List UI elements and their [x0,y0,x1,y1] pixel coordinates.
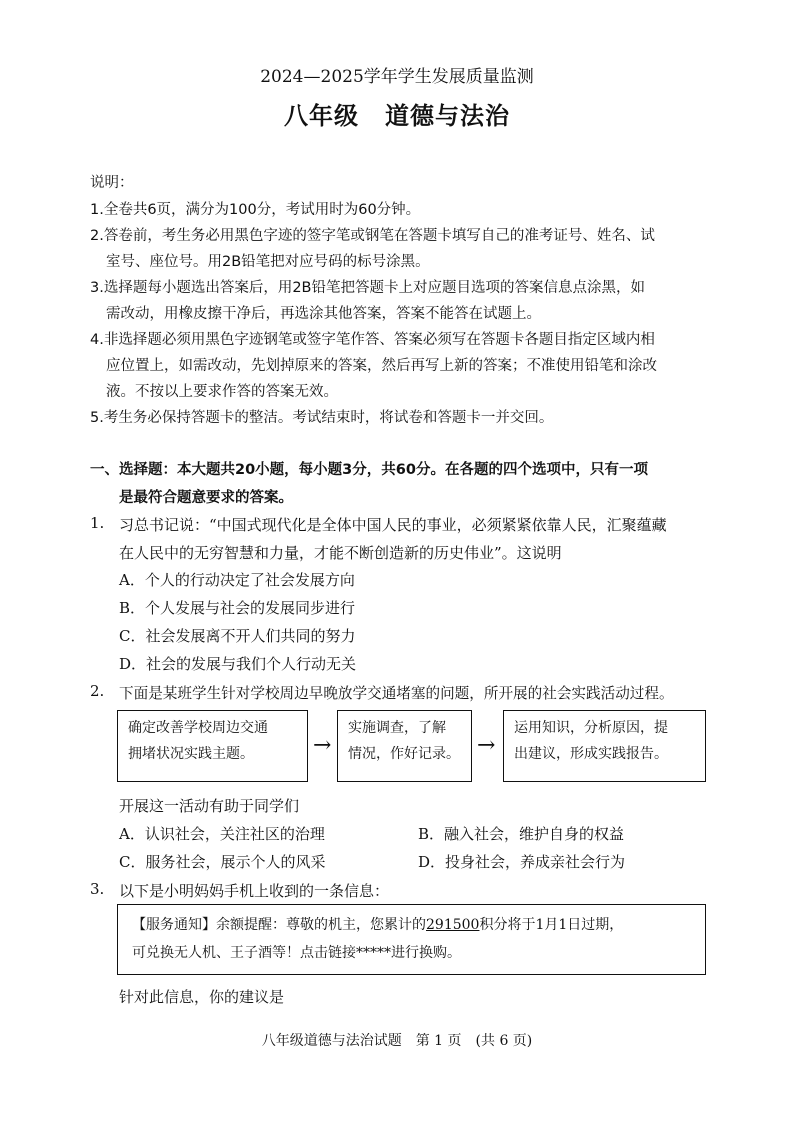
instruction-line: 1.全卷共6页，满分为100分，考试用时为60分钟。 [90,202,421,218]
instruction-line: 5.考生务必保持答题卡的整洁。考试结束时，将试卷和答题卡一并交回。 [90,410,554,426]
q1-option-c: C．社会发展离不开人们共同的努力 [119,627,356,645]
flow-step-1 [117,710,308,782]
instruction-line: 2.答卷前，考生务必用黑色字迹的签字笔或钢笔在答题卡填写自己的准考证号、姓名、试 [90,228,655,244]
grade-label: 八年级 [284,102,359,130]
q2-option-a: A．认识社会，关注社区的治理 [119,825,325,843]
q1-option-a: A．个人的行动决定了社会发展方向 [119,571,355,589]
instructions-heading: 说明： [90,175,134,191]
instruction-line: 液。不按以上要求作答的答案无效。 [106,384,338,400]
instruction-line: 3.选择题每小题选出答案后，用2B铅笔把答题卡上对应题目选项的答案信息点涂黑，如 [90,280,646,296]
q2-option-c: C．服务社会，展示个人的风采 [119,853,326,871]
flow-step-text: 运用知识，分析原因，提 [514,720,668,736]
instruction-line: 4.非选择题必须用黑色字迹钢笔或签字笔作答、答案必须写在答题卡各题目指定区域内相 [90,332,655,348]
sms-notice-box [117,904,706,975]
q1-number: 1. [90,514,105,532]
q1-stem-cont: 在人民中的无穷智慧和力量，才能不断创造新的历史伟业”。这说明 [119,544,562,562]
subject-label: 道德与法治 [385,102,510,130]
flow-step-text: 实施调查，了解 [348,720,446,736]
notice-points: 291500 [426,917,480,933]
flow-step-3 [503,710,706,782]
q1-stem: 习总书记说：“中国式现代化是全体中国人民的事业，必须紧紧依靠人民，汇聚蕴藏 [119,516,667,534]
subject-title [0,96,794,131]
notice-line-2: 可兑换无人机、王子酒等！点击链接*****进行换购。 [132,945,461,961]
q3-number: 3. [90,880,105,898]
q2-prompt: 开展这一活动有助于同学们 [119,797,300,815]
exam-title: 2024—2025学年学生发展质量监测 [260,67,534,87]
q2-option-b: B．融入社会，维护自身的权益 [418,825,625,843]
q1-option-b: B．个人发展与社会的发展同步进行 [119,599,356,617]
flow-arrow-icon: → [477,733,496,758]
page-footer: 八年级道德与法治试题 第 1 页 (共 6 页) [261,1033,533,1049]
section-heading: 一、选择题：本大题共20小题，每小题3分，共60分。在各题的四个选项中，只有一项 [90,462,648,478]
instruction-line: 需改动，用橡皮擦干净后，再选涂其他答案，答案不能答在试题上。 [106,306,541,322]
instruction-line: 应位置上，如需改动，先划掉原来的答案，然后再写上新的答案；不准使用铅笔和涂改 [106,358,657,374]
flow-step-text: 情况，作好记录。 [348,746,460,762]
q1-option-d: D．社会的发展与我们个人行动无关 [119,655,357,673]
q2-number: 2. [90,682,105,700]
instruction-line: 室号、座位号。用2B铅笔把对应号码的标号涂黑。 [106,254,430,270]
q3-stem: 以下是小明妈妈手机上收到的一条信息： [119,882,390,900]
q2-stem: 下面是某班学生针对学校周边早晚放学交通堵塞的问题，所开展的社会实践活动过程。 [119,685,674,702]
q3-prompt: 针对此信息，你的建议是 [119,988,285,1006]
flow-step-2 [337,710,472,782]
flow-step-text: 确定改善学校周边交通 [128,720,268,736]
notice-text: 【服务通知】余额提醒：尊敬的机主，您累计的 [132,917,426,933]
q2-option-d: D．投身社会，养成亲社会行为 [418,853,626,871]
notice-text: 积分将于1月1日过期， [479,917,624,933]
notice-line-1 [132,911,691,939]
section-heading-cont: 是最符合题意要求的答案。 [119,490,293,506]
flow-arrow-icon: → [313,733,332,758]
flow-step-text: 出建议，形成实践报告。 [514,746,668,762]
flow-step-text: 拥堵状况实践主题。 [128,746,254,762]
